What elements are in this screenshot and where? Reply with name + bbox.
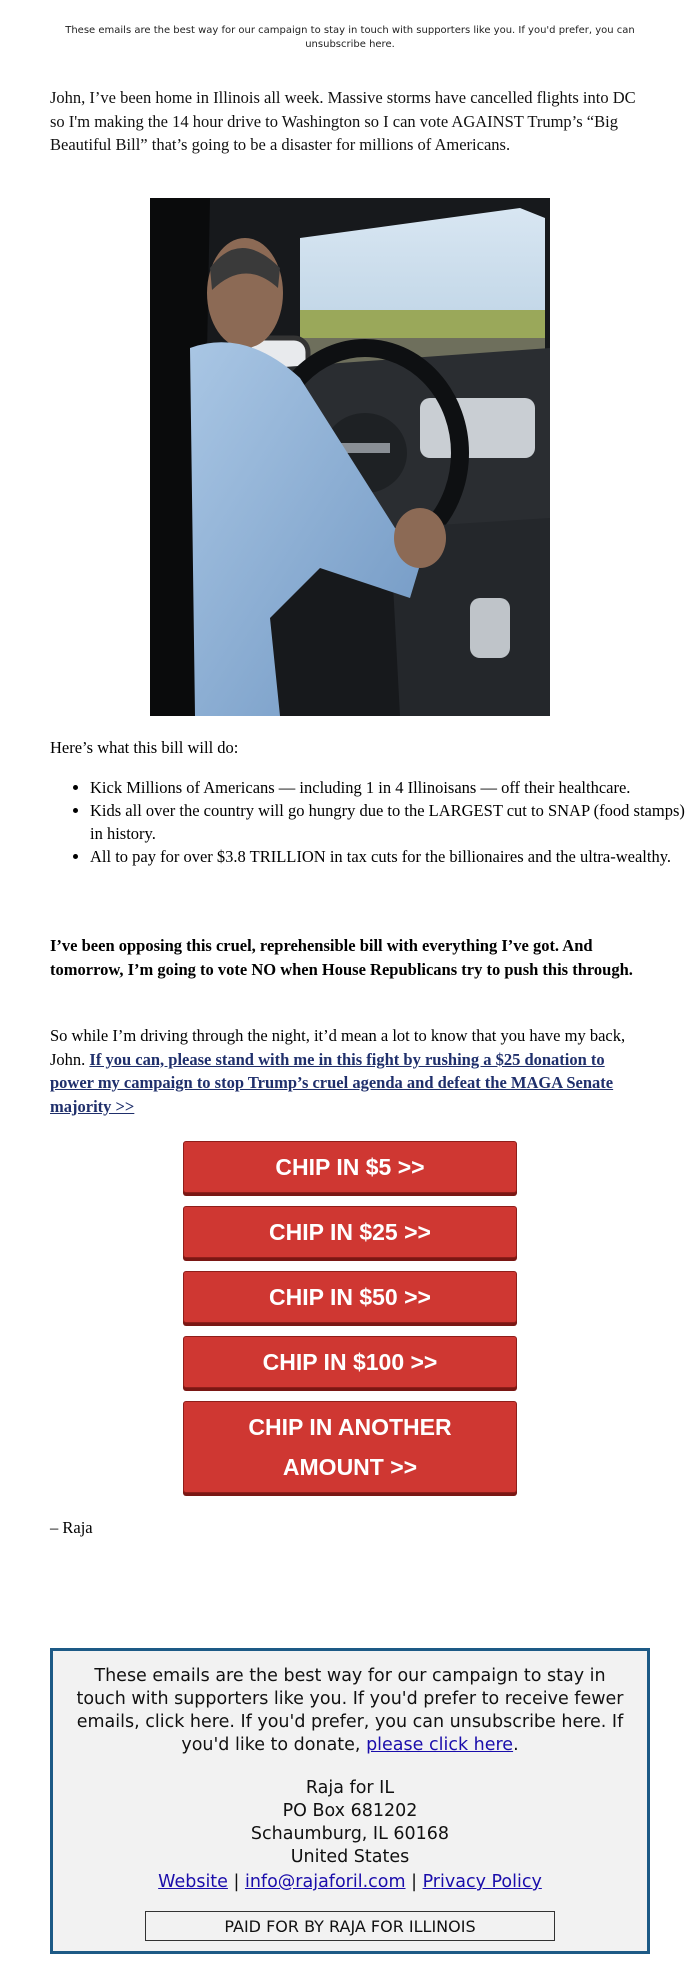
footer-msg-start: These emails are the best way for our campaign to stay in touch with supporters like you. If you'd prefer to receive fewer emails, click here. If you'd prefer, you can unsubscribe here. If you'd like to donate, <box>76 1666 624 1755</box>
org-name: Raja for IL <box>305 1778 395 1798</box>
button-label: CHIP IN $25 >> <box>269 1218 431 1245</box>
donate-link[interactable]: please click here <box>366 1735 514 1755</box>
bill-intro: Here’s what this bill will do: <box>50 738 239 757</box>
donation-link[interactable]: If you can, please stand with me in this fight by rushing a $25 donation to power my campaign to stop Trump’s cruel agenda and defeat the MAGA Senate majority >> <box>50 1049 614 1116</box>
signature: – Raja <box>50 1518 93 1537</box>
po-box: PO Box 681202 <box>282 1801 418 1821</box>
chip-in-25-button[interactable] <box>183 1206 517 1258</box>
link-separator: | <box>405 1872 423 1892</box>
paid-for-disclaimer <box>145 1911 555 1941</box>
bill-impacts-list <box>50 776 690 868</box>
footer-msg-end: . <box>513 1735 519 1755</box>
photo-illustration <box>150 198 550 716</box>
list-item: • Kids all over the country will go hungry due to the LARGEST cut to SNAP (food stamps) in history. <box>90 799 690 845</box>
footer-message <box>71 1665 629 1757</box>
city-state-zip: Schaumburg, IL 60168 <box>250 1824 450 1844</box>
mailing-address <box>53 1777 647 1869</box>
website-link[interactable]: Website <box>158 1872 228 1892</box>
chip-in-100-button[interactable] <box>183 1336 517 1388</box>
button-label-line1: CHIP IN ANOTHER <box>248 1414 452 1440</box>
list-item: • All to pay for over $3.8 TRILLION in tax cuts for the billionaires and the ultra-wealthy. <box>90 845 690 868</box>
chip-in-50-button[interactable] <box>183 1271 517 1323</box>
email-footer <box>50 1648 650 1954</box>
preheader-text: These emails are the best way for our campaign to stay in touch with supporters like you. If you'd prefer, you can unsubscribe here. <box>65 25 635 50</box>
list-item: • Kick Millions of Americans — including 1 in 4 Illinoisans — off their healthcare. <box>90 776 690 799</box>
chip-in-5-button[interactable] <box>183 1141 517 1193</box>
driving-photo <box>150 198 550 716</box>
button-label-line2: AMOUNT >> <box>282 1454 418 1480</box>
donation-ask <box>50 1024 650 1118</box>
privacy-policy-link[interactable]: Privacy Policy <box>422 1872 542 1892</box>
ask-lead: So while I’m driving through the night, it’d mean a lot to know that you have my back, John. <box>50 1026 626 1069</box>
country: United States <box>290 1847 410 1867</box>
intro-paragraph <box>50 86 650 157</box>
footer-links <box>53 1871 647 1894</box>
link-separator: | <box>227 1872 245 1892</box>
opposition-statement: I’ve been opposing this cruel, reprehensible bill with everything I’ve got. And tomorrow, I’m going to vote NO when House Republicans try to push this through. <box>50 936 633 979</box>
button-label: CHIP IN $50 >> <box>269 1283 431 1310</box>
paid-for-text: PAID FOR BY RAJA FOR ILLINOIS <box>224 1916 476 1936</box>
button-label: CHIP IN $100 >> <box>262 1348 438 1375</box>
email-link[interactable]: info@rajaforil.com <box>244 1872 406 1892</box>
chip-in-other-amount-button[interactable] <box>183 1401 517 1493</box>
button-label: CHIP IN $5 >> <box>275 1153 425 1180</box>
intro-text: John, I’ve been home in Illinois all week. Massive storms have cancelled flights into DC so I'm making the 14 hour drive to Washington so I can vote AGAINST Trump’s “Big Beautiful Bill” that’s going to be a disaster for millions of Americans. <box>50 88 636 154</box>
